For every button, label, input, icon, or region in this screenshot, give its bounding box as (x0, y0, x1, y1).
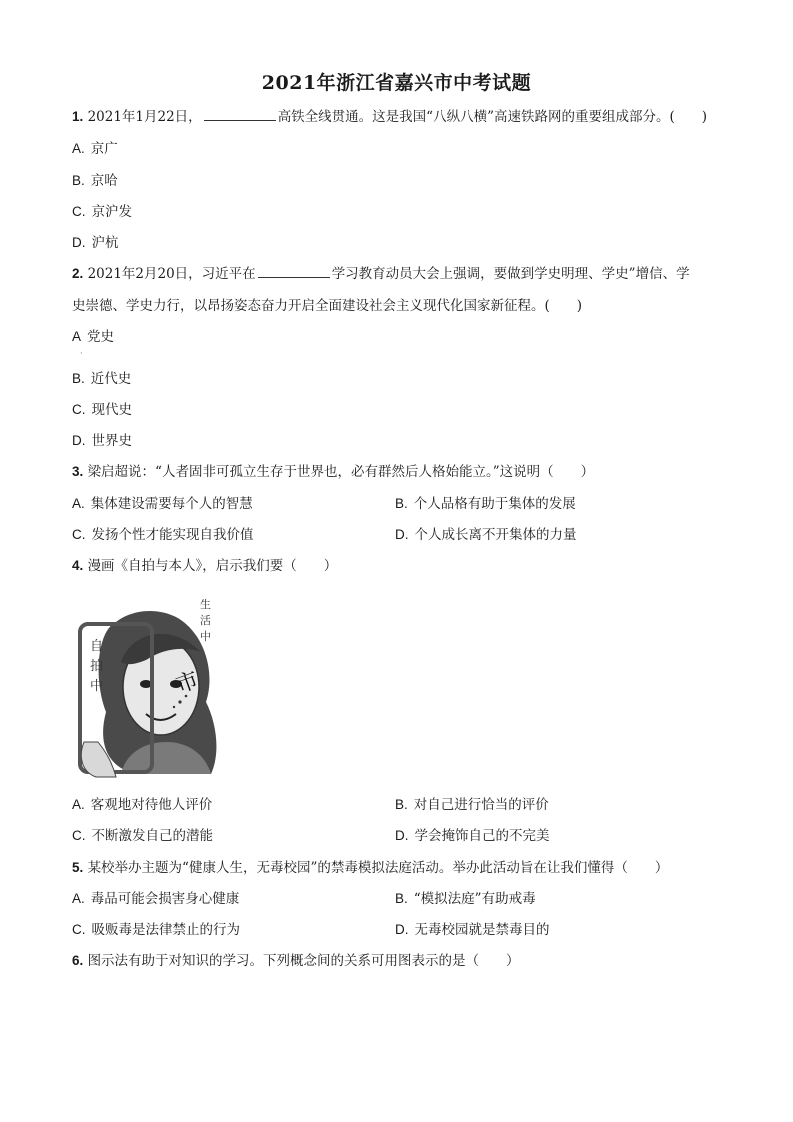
phone-label-char: 中 (90, 679, 104, 694)
option-text: 吸贩毒是法律禁止的行为 (91, 922, 240, 938)
option-text: 沪杭 (91, 235, 119, 251)
option-text: 京广 (90, 141, 118, 157)
page-title: 2021年浙江省嘉兴市中考试题 (261, 72, 532, 94)
option-item (395, 526, 577, 544)
phone-label-char: 拍 (90, 659, 104, 674)
option-text: 毒品可能会损害身心健康 (90, 891, 240, 907)
option-item (72, 370, 131, 388)
question-6-stem (72, 952, 520, 970)
option-letter: D. (72, 235, 86, 250)
option-text: 个人品格有助于集体的发展 (413, 496, 576, 512)
option-letter: B. (72, 371, 85, 386)
question-number: 1. (72, 109, 84, 124)
question-number: 4. (72, 558, 84, 573)
option-item (72, 495, 253, 513)
option-item (72, 140, 118, 158)
option-text: 不断激发自己的潜能 (91, 828, 213, 844)
option-item (72, 796, 212, 814)
stray-dot: · (80, 349, 83, 358)
option-letter: D. (395, 922, 409, 937)
watermark-mark: 市 (172, 667, 203, 699)
option-letter: C. (72, 828, 86, 843)
option-text: 现代史 (91, 402, 132, 418)
option-text: 近代史 (90, 371, 132, 387)
question-text: 高铁全线贯通。这是我国“八纵八横”高速铁路网的重要组成部分。( ) (277, 109, 708, 125)
option-letter: C. (72, 204, 86, 219)
option-item (395, 827, 550, 845)
option-text: 集体建设需要每个人的智慧 (90, 496, 253, 512)
option-letter: C. (72, 527, 86, 542)
question-1-stem (72, 108, 707, 126)
question-5-stem (72, 859, 668, 877)
question-text: 2021年1月22日， (87, 109, 202, 125)
question-number: 3. (72, 464, 84, 479)
option-text: 京哈 (90, 173, 118, 189)
option-item (395, 890, 536, 908)
question-number: 6. (72, 953, 84, 968)
question-text: 漫画《自拍与本人》，启示我们要（ ） (87, 558, 338, 574)
option-item (72, 203, 132, 221)
question-number: 2. (72, 266, 84, 281)
option-letter: D. (72, 433, 86, 448)
option-item (72, 890, 239, 908)
option-letter: C. (72, 922, 86, 937)
option-text: 党史 (87, 329, 115, 345)
option-letter: C. (72, 402, 86, 417)
side-label-char: 生 (200, 598, 211, 611)
option-letter: B. (395, 797, 408, 812)
option-item (72, 234, 119, 252)
option-item (395, 921, 550, 939)
option-letter: B. (395, 891, 408, 906)
question-2-stem-continued: 史崇德、学史力行，以昂扬姿态奋力开启全面建设社会主义现代化国家新征程。( ) (72, 298, 583, 314)
option-text: 客观地对待他人评价 (90, 797, 213, 813)
question-text: 图示法有助于对知识的学习。下列概念间的关系可用图表示的是（ ） (87, 953, 520, 969)
option-text: 对自己进行恰当的评价 (413, 797, 549, 813)
option-letter: A. (72, 141, 85, 156)
option-letter: D. (395, 527, 409, 542)
option-letter: D. (395, 828, 409, 843)
option-letter: A. (72, 797, 85, 812)
question-text: 学习教育动员大会上强调，要做到学史明理、学史”增信、学 (331, 266, 690, 282)
option-text: “模拟法庭”有助戒毒 (413, 891, 536, 907)
option-text: 世界史 (91, 433, 132, 449)
option-text: 京沪发 (91, 204, 132, 220)
side-label-char: 活 (200, 614, 211, 627)
option-letter: B. (72, 173, 85, 188)
option-text: 无毒校园就是禁毒目的 (414, 922, 550, 938)
question-3-stem (72, 463, 594, 481)
fill-blank (204, 108, 276, 121)
question-number: 5. (72, 860, 84, 875)
option-item (72, 921, 240, 939)
option-item (72, 526, 254, 544)
option-item (72, 401, 132, 419)
option-letter: A (72, 329, 82, 344)
option-letter: B. (395, 496, 408, 511)
question-text: 梁启超说：“人者固非可孤立生存于世界也，必有群然后人格始能立。”这说明（ ） (87, 464, 595, 480)
question-text: 2021年2月20日，习近平在 (87, 266, 256, 282)
question-2-stem (72, 265, 690, 283)
option-text: 发扬个性才能实现自我价值 (91, 527, 254, 543)
question-4-stem (72, 557, 337, 575)
option-text: 个人成长离不开集体的力量 (414, 527, 577, 543)
option-item (395, 796, 549, 814)
option-item (395, 495, 576, 513)
phone-label-char: 自 (90, 639, 104, 654)
fill-blank (258, 265, 330, 278)
side-label-char: 中 (200, 630, 211, 643)
selfie-cartoon-image (76, 592, 226, 782)
option-item (72, 328, 114, 346)
question-text: 某校举办主题为“健康人生，无毒校园”的禁毒模拟法庭活动。举办此活动旨在让我们懂得（ ） (87, 860, 669, 876)
option-letter: A. (72, 891, 85, 906)
option-item (72, 827, 213, 845)
option-item (72, 432, 132, 450)
option-text: 学会掩饰自己的不完美 (414, 828, 550, 844)
option-item (72, 172, 118, 190)
option-letter: A. (72, 496, 85, 511)
